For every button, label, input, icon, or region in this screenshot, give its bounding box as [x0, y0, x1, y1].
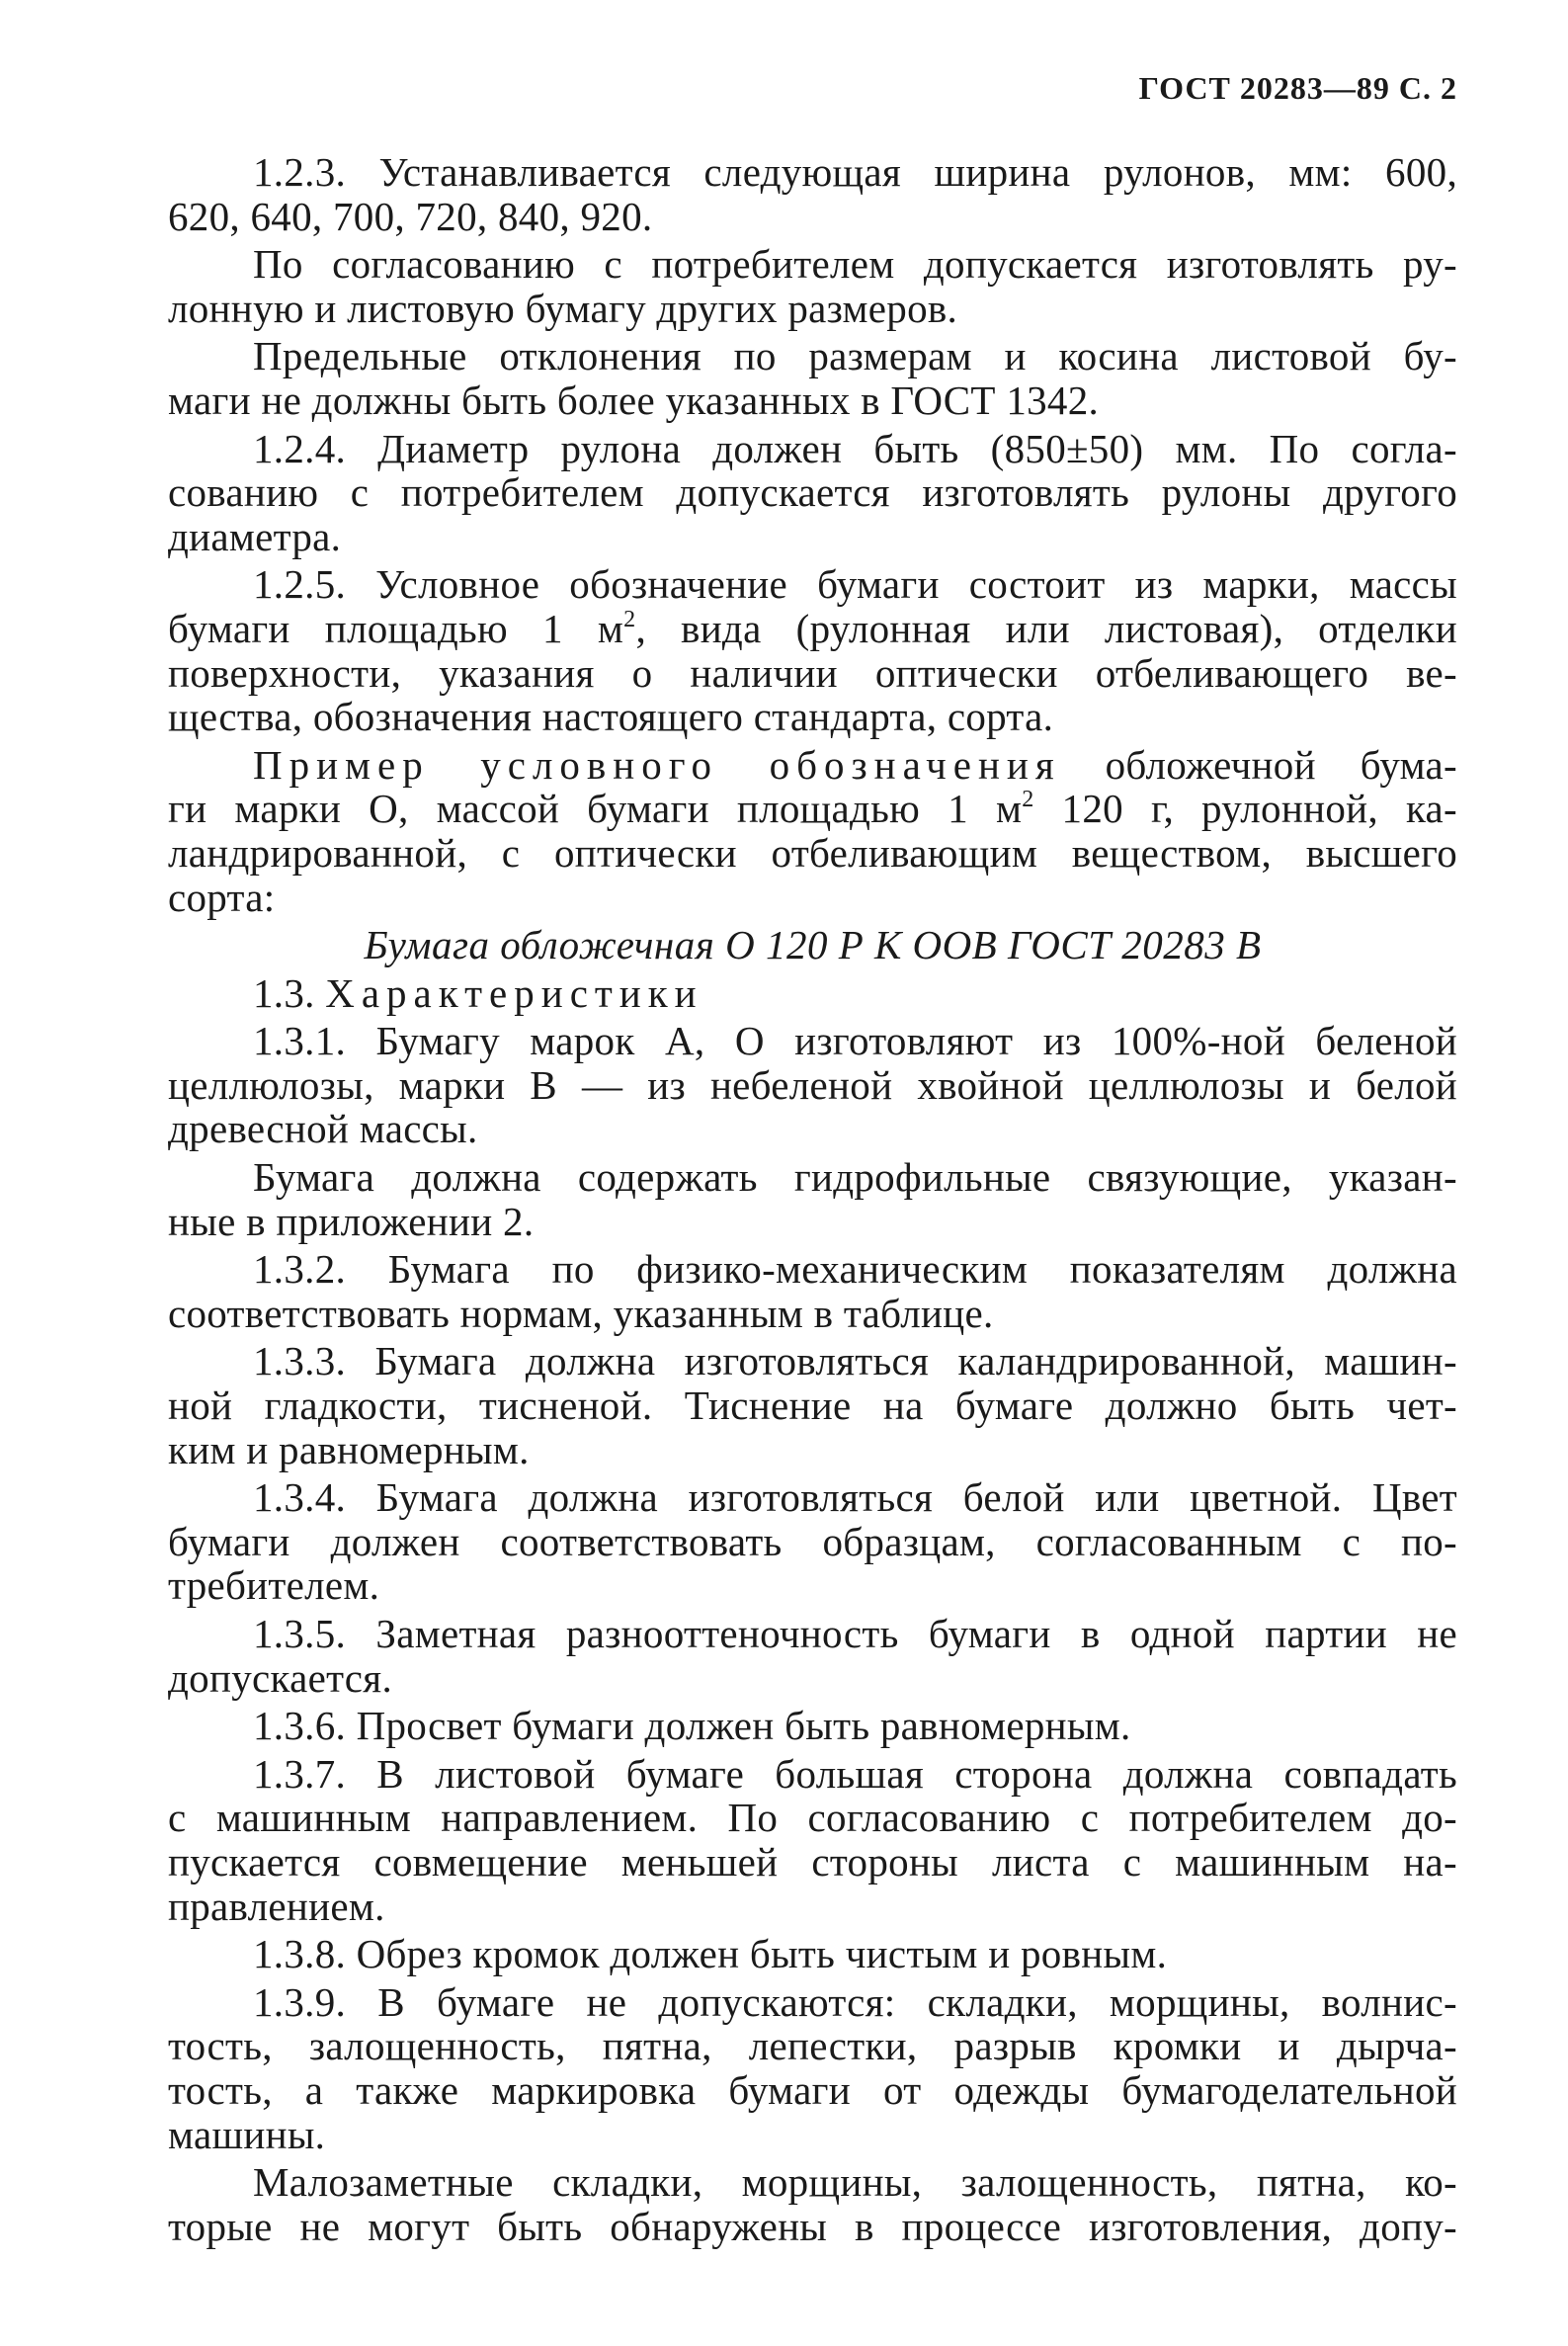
- text-fragment: бумаги площадью 1 м: [168, 605, 624, 651]
- text-line: ной гладкости, тисненой. Тиснение на бумаге должно быть чет-: [168, 1382, 1457, 1429]
- text-fragment: 120 г, рулонной, ка-: [1033, 786, 1457, 832]
- text-line: сованию с потребителем допускается изготовлять рулоны другого: [168, 469, 1457, 516]
- spaced-term: Пример условного обозначения: [253, 741, 1061, 788]
- paragraph-1-3-2: [168, 1247, 1457, 1335]
- superscript: 2: [1022, 787, 1034, 813]
- text-line: 1.3.4. Бумага должна изготовляться белой или цветной. Цвет: [253, 1474, 1457, 1521]
- text-line: бумаги должен соответствовать образцам, согласованным с по-: [168, 1518, 1457, 1564]
- text-line: 620, 640, 700, 720, 840, 920.: [168, 193, 653, 239]
- text-line: 1.3.2. Бумага по физико-механическим показателям должна: [253, 1246, 1457, 1293]
- text-line: щества, обозначения настоящего стандарта, сорта.: [168, 694, 1054, 740]
- text-line: целлюлозы, марки В — из небеленой хвойной целлюлозы и белой: [168, 1061, 1457, 1108]
- text-line: лонную и листовую бумагу других размеров.: [168, 285, 958, 331]
- text-line: 1.3.5. Заметная разнооттеночность бумаги в одной партии не: [253, 1611, 1457, 1656]
- paragraph-1-3-9: [168, 1980, 1457, 2156]
- text-line: Бумага должна содержать гидрофильные связующие, указан-: [253, 1154, 1457, 1201]
- text-line: требителем.: [168, 1562, 380, 1609]
- text-line: тость, а также маркировка бумаги от одежды бумагоделательной: [168, 2066, 1457, 2113]
- text-line: 1.3.1. Бумагу марок А, О изготовляют из 100%-ной беленой: [253, 1018, 1457, 1064]
- text-line: сорта:: [168, 874, 276, 920]
- text-line: 1.3.7. В листовой бумаге большая сторона должна совпадать: [253, 1750, 1457, 1797]
- text-line: ные в приложении 2.: [168, 1198, 535, 1244]
- header-text: ГОСТ 20283—89 С. 2: [1138, 70, 1457, 106]
- text-line: машины.: [168, 2111, 326, 2157]
- text-line: тость, залощенность, пятна, лепестки, разрыв кромки и дырча-: [168, 2023, 1457, 2069]
- text-line: пускается совмещение меньшей стороны листа с машинным на-: [168, 1838, 1457, 1885]
- paragraph-example: [168, 743, 1457, 919]
- text-line-with-superscript: [168, 787, 1457, 831]
- paragraph-1-3-5: [168, 1612, 1457, 1700]
- text-line: 1.2.3. Устанавливается следующая ширина рулонов, мм: 600,: [253, 149, 1457, 195]
- text-line: 1.2.4. Диаметр рулона должен быть (850±50) мм. По согла-: [253, 425, 1457, 471]
- text-line: маги не должны быть более указанных в ГОСТ 1342.: [168, 377, 1100, 423]
- text-line: соответствовать нормам, указанным в таблице.: [168, 1290, 994, 1336]
- paragraph-tolerances: [168, 334, 1457, 422]
- text-line: древесной массы.: [168, 1106, 478, 1152]
- text-line: с машинным направлением. По согласованию с потребителем до-: [168, 1795, 1457, 1841]
- text-line: 1.3.6. Просвет бумаги должен быть равномерным.: [253, 1703, 1131, 1749]
- section-title: Характеристики: [325, 969, 703, 1016]
- document-page: [168, 59, 1457, 2252]
- text-fragment: , вида (рулонная или листовая), отделки: [635, 605, 1457, 651]
- text-fragment: обложечной бума-: [1060, 741, 1457, 788]
- text-line: 1.2.5. Условное обозначение бумаги состоит из марки, массы: [253, 561, 1457, 608]
- paragraph-1-3-3: [168, 1339, 1457, 1471]
- paragraph-1-2-5: [168, 562, 1457, 738]
- paragraph-1-2-3: [168, 150, 1457, 238]
- page-header: [168, 59, 1457, 117]
- text-line: [168, 743, 1457, 788]
- text-line: Малозаметные складки, морщины, залощенность, пятна, ко-: [253, 2159, 1457, 2206]
- text-line: ландрированной, с оптически отбеливающим веществом, высшего: [168, 829, 1457, 876]
- superscript: 2: [623, 606, 636, 632]
- paragraph-1-3-4: [168, 1475, 1457, 1608]
- paragraph-minor-defects: [168, 2160, 1457, 2248]
- text-line: Предельные отклонения по размерам и косина листовой бу-: [253, 333, 1457, 379]
- paragraph-1-3-7: [168, 1752, 1457, 1928]
- text-line: 1.3.9. В бумаге не допускаются: складки, морщины, волнис-: [253, 1978, 1457, 2025]
- paragraph-1-3-6: [168, 1704, 1457, 1748]
- text-line: [168, 971, 1457, 1016]
- section-number: 1.3.: [253, 969, 326, 1016]
- text-line: По согласованию с потребителем допускается изготовлять ру-: [253, 241, 1457, 288]
- text-line: ким и равномерным.: [168, 1426, 530, 1472]
- paragraph-agreement-sizes: [168, 242, 1457, 330]
- paragraph-1-3-1: [168, 1019, 1457, 1151]
- text-line: допускается.: [168, 1654, 393, 1701]
- text-line: поверхности, указания о наличии оптически отбеливающего ве-: [168, 649, 1457, 696]
- text-line: диаметра.: [168, 513, 342, 559]
- text-line: 1.3.8. Обрез кромок должен быть чистым и ровным.: [253, 1931, 1168, 1977]
- paragraph-1-3-8: [168, 1932, 1457, 1976]
- text-line-with-superscript: [168, 607, 1457, 651]
- document-body: [168, 150, 1457, 2248]
- text-fragment: ги марки О, массой бумаги площадью 1 м: [168, 786, 1023, 832]
- paragraph-1-2-4: [168, 427, 1457, 559]
- text-line: правлением.: [168, 1883, 385, 1929]
- text-line: торые не могут быть обнаружены в процессе изготовления, допу-: [168, 2203, 1457, 2249]
- designation-example: Бумага обложечная О 120 Р К ООВ ГОСТ 20283 В: [364, 922, 1262, 968]
- paragraph-binders: [168, 1155, 1457, 1243]
- section-heading-1-3: [168, 971, 1457, 1016]
- text-line: 1.3.3. Бумага должна изготовляться каландрированной, машин-: [253, 1338, 1457, 1384]
